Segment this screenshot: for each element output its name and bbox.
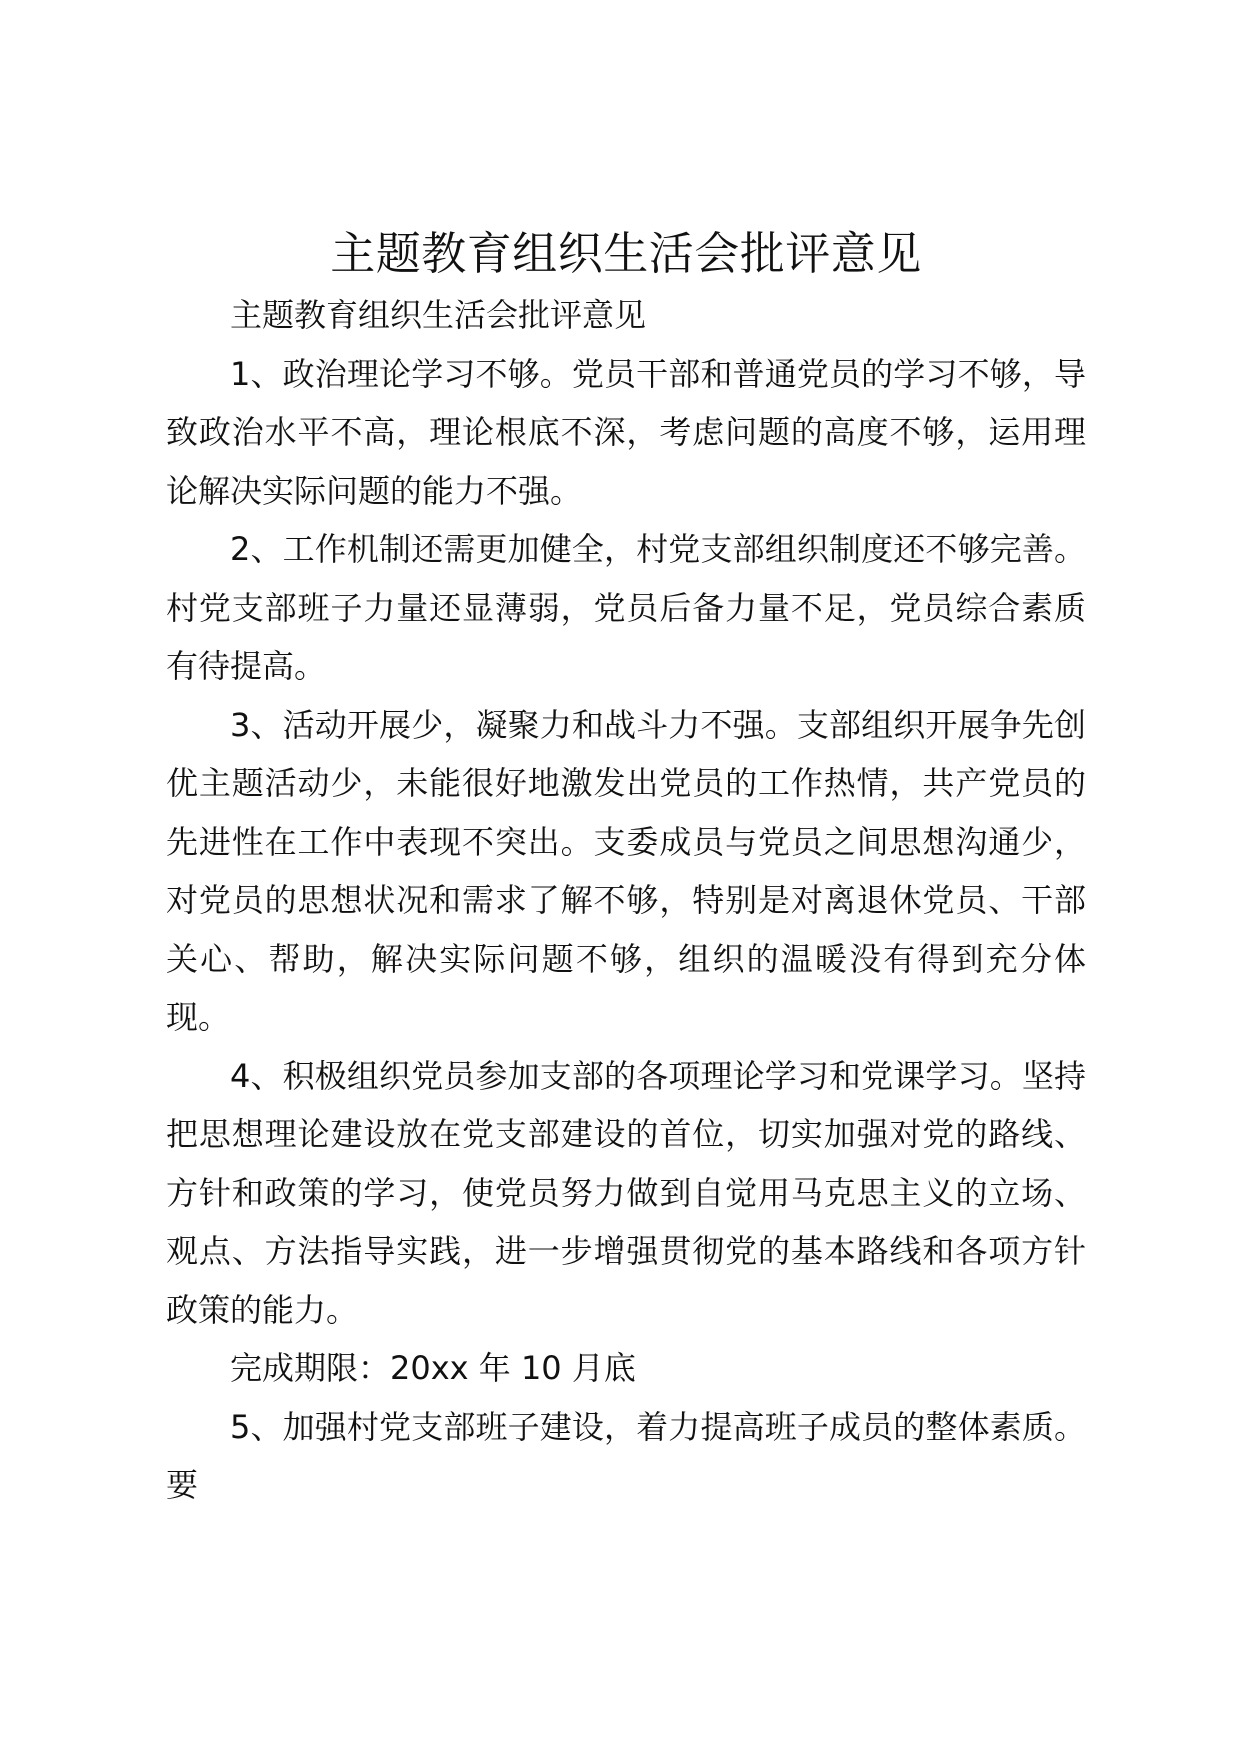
subtitle-paragraph: 主题教育组织生活会批评意见 [230, 296, 647, 334]
paragraph-item-4: 4、积极组织党员参加支部的各项理论学习和党课学习。坚持把思想理论建设放在党支部建设的首位，切实加强对党的路线、方针和政策的学习，使党员努力做到自觉用马克思主义的立场、观点、方法指导实践，进一步增强贯彻党的基本路线和各项方针政策的能力。 [166, 1056, 1086, 1329]
document-title: 主题教育组织生活会批评意见 [330, 227, 922, 280]
paragraph-item-2: 2、工作机制还需更加健全，村党支部组织制度还不够完善。村党支部班子力量还显薄弱，党员后备力量不足，党员综合素质有待提高。 [166, 530, 1086, 685]
deadline-paragraph: 完成期限：20xx 年 10 月底 [230, 1349, 636, 1387]
paragraph-item-1: 1、政治理论学习不够。党员干部和普通党员的学习不够，导致政治水平不高，理论根底不深，考虑问题的高度不够，运用理论解决实际问题的能力不强。 [166, 354, 1086, 510]
document-body [166, 222, 1086, 1515]
paragraph-item-5: 5、加强村党支部班子建设，着力提高班子成员的整体素质。要 [166, 1407, 1086, 1504]
paragraph-item-3: 3、活动开展少，凝聚力和战斗力不强。支部组织开展争先创优主题活动少，未能很好地激发出党员的工作热情，共产党员的先进性在工作中表现不突出。支委成员与党员之间思想沟通少，对党员的思想状况和需求了解不够，特别是对离退休党员、干部关心、帮助，解决实际问题不够，组织的温暖没有得到充分体现。 [166, 705, 1086, 1036]
